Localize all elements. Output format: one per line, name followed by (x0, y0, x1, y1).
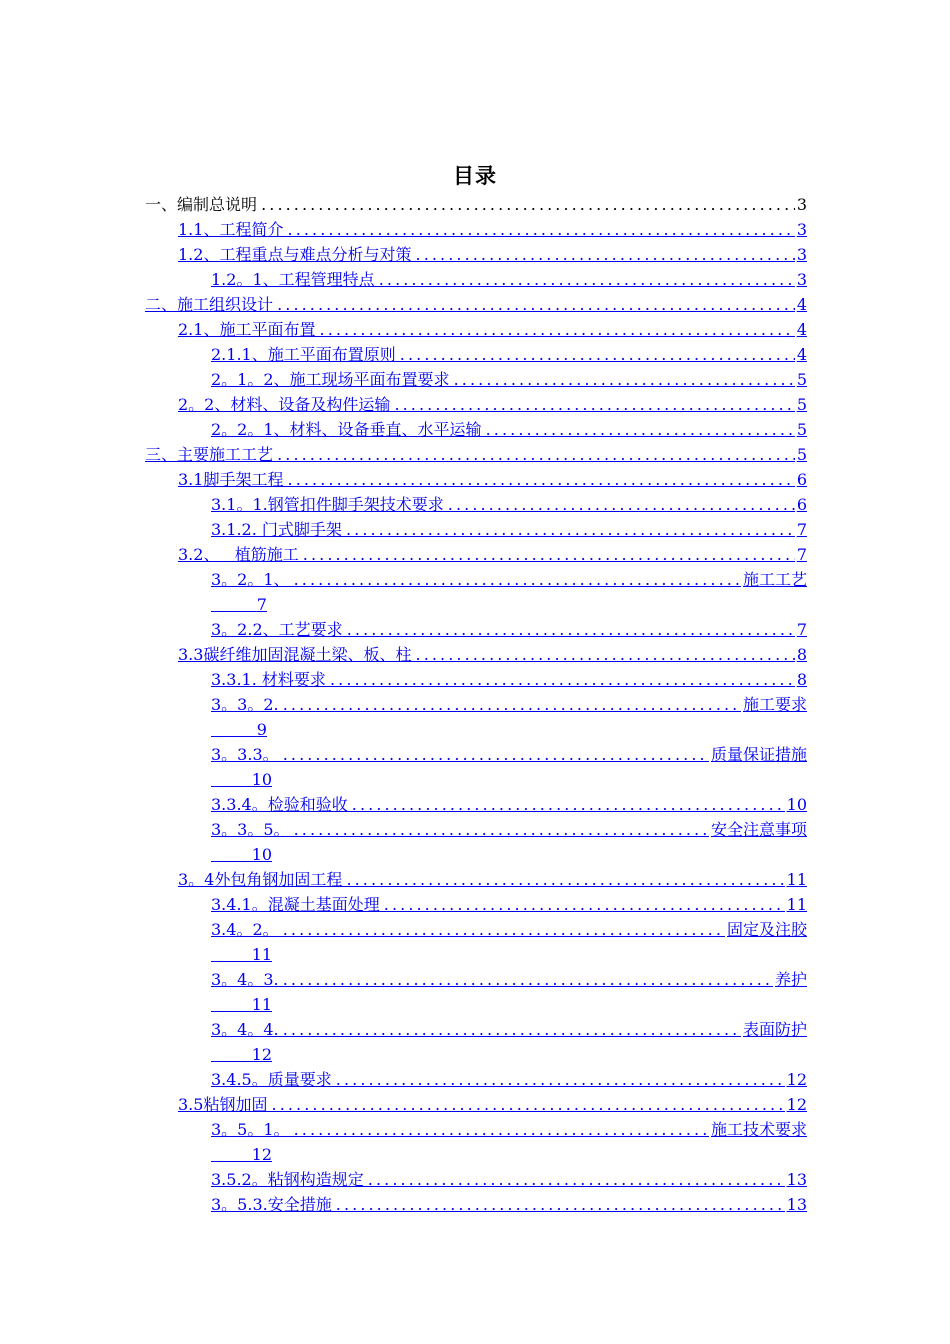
toc-entry-page: 7 (796, 620, 807, 639)
toc-entry[interactable] (211, 968, 807, 992)
toc-entry-page: 3 (796, 270, 807, 289)
toc-entry[interactable] (211, 1168, 807, 1192)
toc-entry[interactable] (145, 293, 807, 317)
toc-entry-label: 3.5粘钢加固 . . . (178, 1093, 785, 1117)
toc-entry-label: 2.1.1、施工平面布置原则 . . . (211, 343, 795, 367)
toc-entry-page: 3 (796, 220, 807, 239)
toc-entry-page: 固定及注胶 (726, 920, 807, 939)
toc-entry-page: 12 (251, 1045, 273, 1064)
toc-entry-page-continuation[interactable] (211, 943, 272, 967)
toc-entry-page-continuation[interactable] (211, 593, 267, 617)
toc-entry-label: 2.1、施工平面布置 . . . (178, 318, 795, 342)
toc-entry-page-continuation[interactable] (211, 1143, 272, 1167)
toc-entry[interactable] (211, 1018, 807, 1042)
toc-entry-label: 3。3。5。 . . . (211, 818, 709, 842)
toc-entry[interactable] (211, 568, 807, 592)
toc-entry[interactable] (211, 918, 807, 942)
toc-entry-page: 12 (786, 1095, 807, 1114)
toc-entry-page: 8 (796, 670, 807, 689)
toc-entry[interactable] (178, 868, 807, 892)
toc-entry-label: 3.3.1. 材料要求 . . . (211, 668, 795, 692)
toc-entry[interactable] (211, 668, 807, 692)
toc-entry-label: 3。3。2. . . . (211, 693, 741, 717)
toc-entry-label: 3.3.4。检验和验收 . . . (211, 793, 785, 817)
toc-entry[interactable] (211, 1068, 807, 1092)
toc-entry-label: 3.2、 植筋施工 . . . (178, 543, 795, 567)
toc-entry-page: 7 (796, 520, 807, 539)
toc-entry-label: 3.4。2。 . . . (211, 918, 725, 942)
toc-entry-label: 3.4.5。质量要求 . . . (211, 1068, 785, 1092)
toc-entry[interactable] (211, 693, 807, 717)
toc-entry-page: 6 (796, 470, 807, 489)
toc-entry[interactable] (211, 418, 807, 442)
toc-entry-page-continuation[interactable] (211, 993, 272, 1017)
toc-entry-page: 5 (796, 395, 807, 414)
toc-entry-label: 3。3.3。 . . . (211, 743, 709, 767)
toc-entry-page: 6 (796, 495, 807, 514)
toc-entry-label: 2。2。1、材料、设备垂直、水平运输 . . . (211, 418, 795, 442)
toc-entry-page: 11 (251, 945, 273, 964)
toc-entry-label: 3。4。3. . . . (211, 968, 773, 992)
toc-entry-label: 3。2.2、工艺要求 . . . (211, 618, 795, 642)
toc-entry-page: 3 (796, 245, 807, 264)
toc-entry-page: 7 (796, 545, 807, 564)
toc-entry-label: 3.5.2。粘钢构造规定 . . . (211, 1168, 785, 1192)
toc-entry[interactable] (178, 393, 807, 417)
toc-entry-page: 4 (796, 345, 807, 364)
toc-entry-page-continuation[interactable] (211, 843, 272, 867)
toc-entry-label: 1.2。1、工程管理特点 . . . (211, 268, 795, 292)
toc-entry[interactable] (178, 643, 807, 667)
toc-entry-label: 三、主要施工工艺 . . . (145, 443, 795, 467)
toc-entry-page: 4 (796, 320, 807, 339)
toc-entry-label: 3.1脚手架工程 . . . (178, 468, 795, 492)
toc-entry[interactable] (178, 243, 807, 267)
toc-entry-page: 12 (786, 1070, 807, 1089)
toc-entry[interactable] (211, 518, 807, 542)
toc-entry-label: 3.1。1.钢管扣件脚手架技术要求 . . . (211, 493, 795, 517)
toc-entry-page: 表面防护 (742, 1020, 807, 1039)
toc-entry-label: 3。4。4. . . . (211, 1018, 741, 1042)
toc-entry[interactable] (211, 268, 807, 292)
toc-entry-page: 9 (256, 720, 267, 739)
toc-title: 目录 (453, 164, 497, 188)
toc-entry[interactable] (178, 543, 807, 567)
toc-entry-page: 5 (796, 445, 807, 464)
toc-entry[interactable] (178, 218, 807, 242)
toc-entry-page: 12 (251, 1145, 273, 1164)
toc-entry-page: 11 (251, 995, 273, 1014)
toc-entry-page: 5 (796, 420, 807, 439)
toc-entry[interactable] (211, 368, 807, 392)
toc-entry-page-continuation[interactable] (211, 718, 267, 742)
toc-entry-page: 5 (796, 370, 807, 389)
toc-entry-page: 4 (796, 295, 807, 314)
toc-entry-page: 质量保证措施 (710, 745, 807, 764)
toc-entry[interactable] (145, 443, 807, 467)
toc-entry[interactable] (211, 1193, 807, 1217)
toc-entry-page: 13 (786, 1195, 807, 1214)
toc-entry[interactable] (178, 468, 807, 492)
toc-entry-page-continuation[interactable] (211, 768, 272, 792)
toc-entry[interactable] (211, 343, 807, 367)
toc-entry-page: 7 (256, 595, 267, 614)
toc-entry[interactable] (211, 493, 807, 517)
toc-entry[interactable] (211, 893, 807, 917)
toc-entry-page: 11 (786, 895, 807, 914)
toc-entry[interactable] (211, 743, 807, 767)
toc-entry-label: 3。4外包角钢加固工程 . . . (178, 868, 785, 892)
toc-entry-page: 施工技术要求 (710, 1120, 807, 1139)
toc-entry-label: 1.2、工程重点与难点分析与对策 . . . (178, 243, 795, 267)
toc-entry-page-continuation[interactable] (211, 1043, 272, 1067)
toc-entry-label: 2。2、材料、设备及构件运输 . . . (178, 393, 795, 417)
toc-entry-page: 3 (796, 195, 807, 214)
toc-entry-label: 一、编制总说明 . . . (145, 193, 795, 217)
toc-entry[interactable] (211, 618, 807, 642)
toc-entry-label: 3.3碳纤维加固混凝土梁、板、柱 . . . (178, 643, 795, 667)
toc-entry-page: 施工工艺 (742, 570, 807, 589)
toc-entry-page: 10 (251, 845, 273, 864)
toc-entry-label: 3。5.3.安全措施 . . . (211, 1193, 785, 1217)
toc-entry-page: 8 (796, 645, 807, 664)
toc-entry[interactable] (178, 1093, 807, 1117)
toc-entry-page: 10 (786, 795, 807, 814)
toc-entry-page: 施工要求 (742, 695, 807, 714)
toc-entry[interactable] (211, 793, 807, 817)
toc-entry-label: 3.1.2. 门式脚手架 . . . (211, 518, 795, 542)
toc-entry[interactable] (211, 1118, 807, 1142)
toc-entry-page: 养护 (774, 970, 807, 989)
toc-entry-page: 11 (786, 870, 807, 889)
toc-entry-label: 3。5。1。 . . . (211, 1118, 709, 1142)
toc-entry-page: 安全注意事项 (710, 820, 807, 839)
toc-entry-label: 3。2。1、 . . . (211, 568, 741, 592)
toc-entry-label: 3.4.1。混凝土基面处理 . . . (211, 893, 785, 917)
toc-entry-label: 2。1。2、施工现场平面布置要求 . . . (211, 368, 795, 392)
toc-entry-label: 1.1、工程简介 . . . (178, 218, 795, 242)
toc-entry[interactable] (178, 318, 807, 342)
toc-entry-page: 13 (786, 1170, 807, 1189)
toc-entry-label: 二、施工组织设计 . . . (145, 293, 795, 317)
toc-entry[interactable] (145, 193, 807, 217)
toc-entry[interactable] (211, 818, 807, 842)
toc-entry-page: 10 (251, 770, 273, 789)
